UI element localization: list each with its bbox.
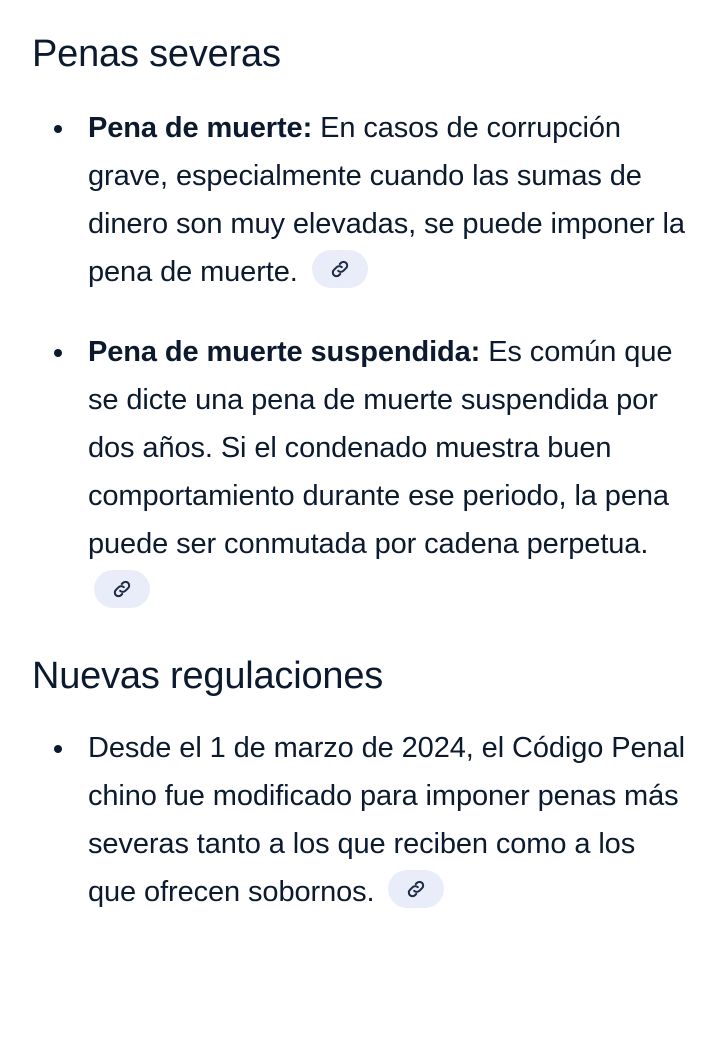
list-item: [32, 328, 688, 616]
source-link-button[interactable]: [94, 570, 150, 608]
section-heading-nuevas-regulaciones: Nuevas regulaciones: [32, 655, 384, 697]
bullet-dot: [54, 745, 62, 753]
list-item: [32, 724, 688, 916]
bullet-list-nuevas-regulaciones: [32, 724, 688, 916]
link-icon: [111, 578, 133, 600]
list-item-text: En casos de corrupción grave, especialmente cuando las sumas de dinero son muy elevadas, se puede imponer la pena de muerte.: [88, 112, 685, 288]
bullet-dot: [54, 125, 62, 133]
source-link-button[interactable]: [312, 250, 368, 288]
bullet-dot: [54, 349, 62, 357]
list-item-term: Pena de muerte:: [88, 112, 313, 144]
source-link-button[interactable]: [388, 870, 444, 908]
link-icon: [405, 878, 427, 900]
link-icon: [329, 258, 351, 280]
list-item-text: Desde el 1 de marzo de 2024, el Código Penal chino fue modificado para imponer penas más severas tanto a los que reciben como a los que ofrecen sobornos.: [88, 732, 685, 908]
list-item: [32, 104, 688, 296]
section-heading-penas-severas: Penas severas: [32, 33, 281, 75]
list-item-term: Pena de muerte suspendida:: [88, 336, 481, 368]
list-item-text: Es común que se dicte una pena de muerte suspendida por dos años. Si el condenado muestra buen comportamiento durante ese periodo, la pena puede ser conmutada por cadena perpetua.: [88, 336, 673, 560]
bullet-list-penas-severas: [32, 104, 688, 616]
